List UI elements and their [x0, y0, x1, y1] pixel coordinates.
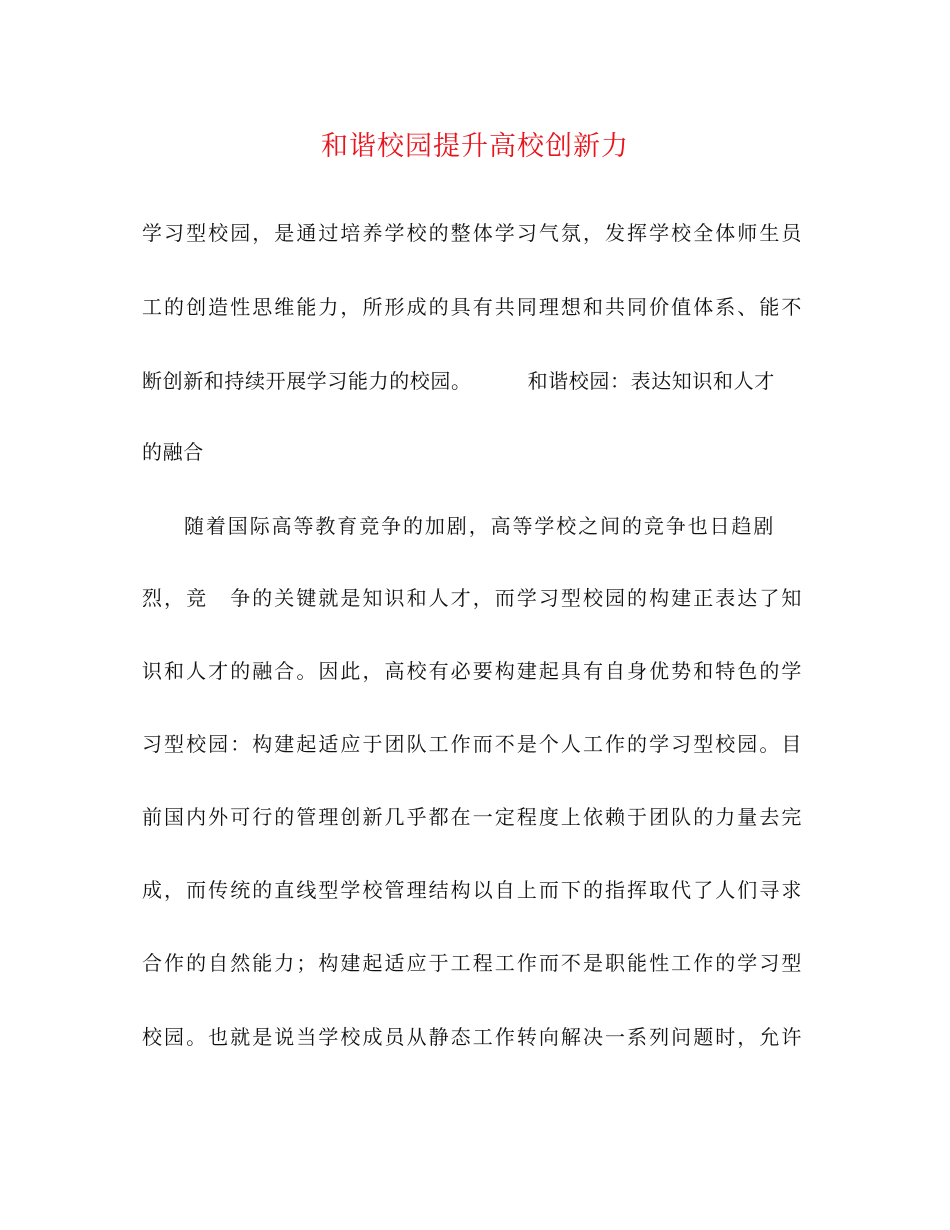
- paragraph-1-line-3: [142, 363, 802, 399]
- paragraph-2-line-6: 成，而传统的直线型学校管理结构以自上而下的指挥取代了人们寻求: [142, 878, 802, 902]
- paragraph-2-line-8: 校园。也就是说当学校成员从静态工作转向解决一系列问题时，允许: [142, 1025, 802, 1049]
- paragraph-1-line-4: 的融合: [142, 440, 204, 464]
- paragraph-1-line-1: 学习型校园，是通过培养学校的整体学习气氛，发挥学校全体师生员: [142, 221, 802, 245]
- paragraph-2-line-2: 烈，竞 争的关键就是知识和人才，而学习型校园的构建正表达了知: [142, 586, 802, 610]
- paragraph-2-line-4: 习型校园：构建起适应于团队工作而不是个人工作的学习型校园。目: [142, 732, 802, 756]
- paragraph-2-line-5: 前国内外可行的管理创新几乎都在一定程度上依赖于团队的力量去完: [142, 805, 802, 829]
- paragraph-2-line-7: 合作的自然能力；构建起适应于工程工作而不是职能性工作的学习型: [142, 951, 802, 975]
- paragraph-1-line-2: 工的创造性思维能力，所形成的具有共同理想和共同价值体系、能不: [142, 295, 802, 319]
- paragraph-2-line-3: 识和人才的融合。因此，高校有必要构建起具有自身优势和特色的学: [142, 659, 802, 683]
- document-title: 和谐校园提升高校创新力: [321, 131, 629, 162]
- paragraph-2-line-1: 随着国际高等教育竞争的加剧，高等学校之间的竞争也日趋剧: [184, 514, 774, 538]
- paragraph-1-line-3-text: 断创新和持续开展学习能力的校园。: [142, 369, 472, 393]
- section-heading-inline: 和谐校园：表达知识和人才: [527, 369, 775, 393]
